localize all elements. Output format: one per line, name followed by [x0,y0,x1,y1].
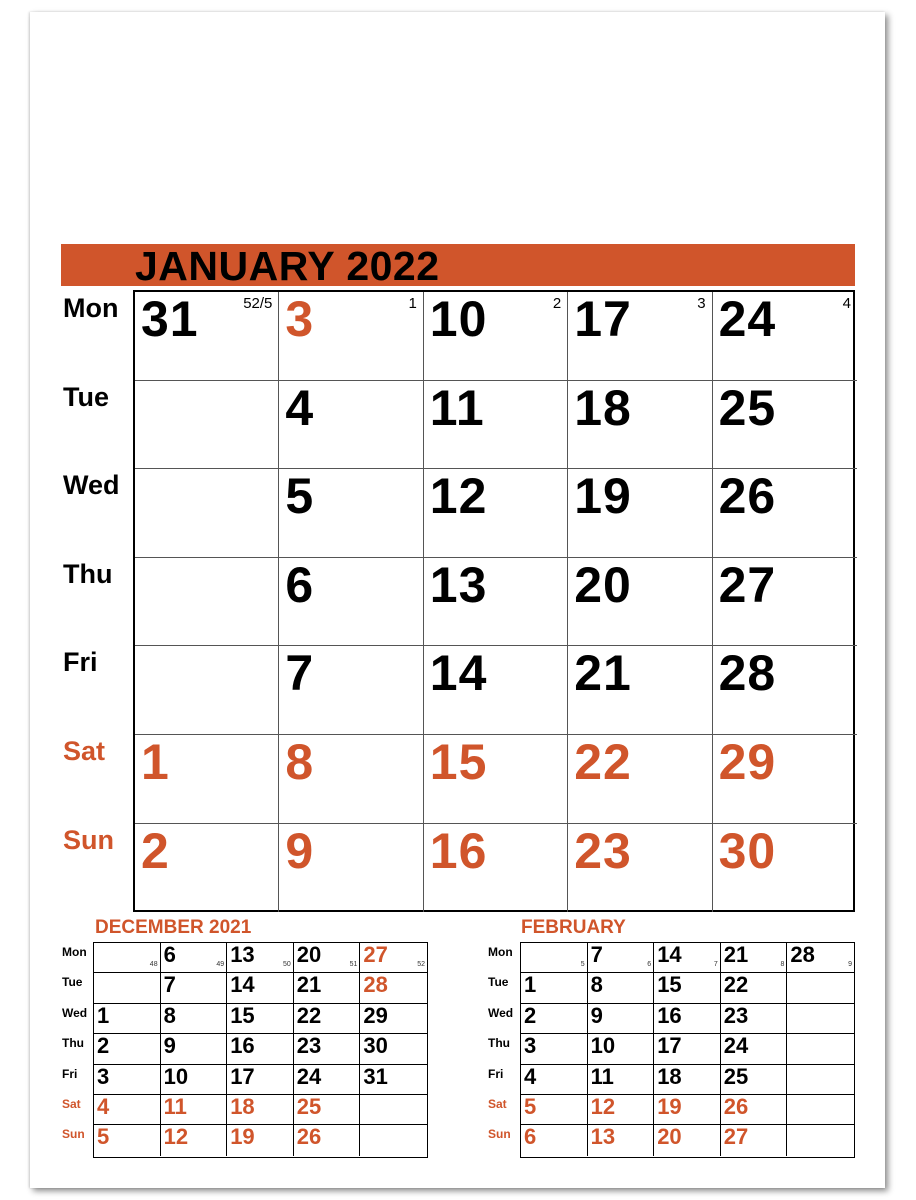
day-cell [424,646,568,735]
date-number: 8 [285,734,315,790]
mini-day-cell [721,1095,788,1125]
date-number: 5 [285,468,315,525]
day-cell [424,558,568,647]
mini-date-number: 21 [296,972,322,998]
date-number: 25 [718,379,777,436]
weekday-label: Sat [63,736,106,766]
date-number: 14 [429,645,488,702]
mini-date-number: 14 [230,972,255,998]
mini-day-cell [787,1034,854,1064]
date-number: 26 [718,468,777,525]
mini-date-number: 10 [163,1063,189,1089]
mini-day-cell [94,1065,161,1095]
mini-date-number: 2 [97,1033,110,1059]
week-number: 4 [842,295,851,312]
mini-day-cell [94,1125,161,1155]
mini-day-cell [227,1065,294,1095]
mini-day-cell [654,1065,721,1095]
mini-day-cell [588,1034,655,1064]
day-cell [279,824,423,913]
mini-date-number: 26 [296,1124,322,1150]
mini-date-number: 17 [230,1063,255,1089]
mini-date-number: 30 [363,1033,388,1059]
mini-day-cell [654,1125,721,1155]
mini-date-number: 8 [163,1002,176,1028]
mini-date-number: 15 [230,1002,255,1028]
date-number: 17 [574,291,632,347]
week-number: 52/5 [243,295,273,312]
mini-day-cell [360,1065,427,1095]
date-number: 15 [429,734,488,790]
mini-day-cell [94,943,161,973]
week-number: 1 [408,295,417,312]
date-number: 27 [718,556,777,613]
day-cell [568,558,712,647]
mini-day-cell [654,973,721,1003]
day-cell [713,646,857,735]
mini-day-cell [227,1095,294,1125]
mini-date-number: 10 [590,1033,616,1059]
mini-date-number: 18 [657,1063,682,1089]
date-number: 6 [285,556,315,613]
mini-date-number: 20 [657,1124,682,1150]
day-cell [713,558,857,647]
mini-date-number: 25 [723,1063,749,1089]
date-number: 7 [285,645,315,702]
mini-day-cell [94,973,161,1003]
mini-day-cell [94,1004,161,1034]
day-cell [135,735,279,824]
mini-weekday-label: Fri [488,1066,504,1081]
weekday-label: Wed [63,470,120,501]
mini-date-number: 2 [524,1002,537,1028]
day-cell [568,735,712,824]
mini-weekday-label: Sat [62,1097,81,1111]
prev-month-title: DECEMBER 2021 [95,917,252,938]
mini-day-cell [588,943,655,973]
mini-weekday-label: Thu [62,1036,84,1051]
mini-day-cell [360,1034,427,1064]
mini-date-number: 24 [723,1033,749,1059]
day-cell [713,735,857,824]
day-cell [713,381,857,470]
next-month-title: FEBRUARY [521,917,626,938]
mini-day-cell [294,973,361,1003]
next-month-grid [520,942,855,1158]
date-number: 31 [141,291,199,347]
month-grid [133,290,855,912]
mini-weekday-label: Thu [488,1036,510,1051]
mini-day-cell [654,1004,721,1034]
weekday-label: Mon [63,293,119,323]
mini-day-cell [787,1004,854,1034]
mini-day-cell [787,1065,854,1095]
mini-date-number: 29 [363,1002,388,1028]
mini-day-cell [161,1065,228,1095]
mini-date-number: 8 [590,972,603,998]
mini-date-number: 9 [163,1033,176,1059]
day-cell [424,292,568,381]
mini-weekday-label: Wed [488,1005,514,1020]
mini-day-cell [787,943,854,973]
day-cell [135,381,279,470]
mini-day-cell [294,1095,361,1125]
mini-week-number: 49 [216,961,225,968]
mini-date-number: 21 [723,942,749,967]
mini-date-number: 13 [230,942,255,967]
mini-day-cell [721,1034,788,1064]
day-cell [135,824,279,913]
mini-day-cell [721,1004,788,1034]
mini-day-cell [521,1095,588,1125]
day-cell [135,469,279,558]
day-cell [279,292,423,381]
mini-weekday-label: Sat [488,1097,507,1111]
mini-date-number: 7 [590,942,603,967]
mini-date-number: 22 [723,972,749,998]
date-number: 24 [718,291,777,347]
mini-day-cell [161,1004,228,1034]
day-cell [424,824,568,913]
mini-date-number: 11 [163,1094,187,1119]
mini-date-number: 1 [97,1002,110,1028]
weekday-label: Fri [63,647,98,678]
mini-date-number: 27 [723,1124,749,1150]
mini-date-number: 9 [590,1002,603,1028]
day-cell [713,824,857,913]
mini-day-cell [654,1095,721,1125]
day-cell [135,646,279,735]
date-number: 10 [429,291,488,347]
day-cell [568,292,712,381]
mini-date-number: 6 [524,1124,537,1150]
date-number: 30 [718,822,777,879]
day-cell [135,558,279,647]
mini-weekday-label: Tue [488,975,509,990]
mini-date-number: 3 [524,1033,537,1059]
day-cell [568,469,712,558]
mini-date-number: 23 [296,1033,322,1059]
mini-date-number: 3 [97,1063,110,1089]
date-number: 21 [574,645,632,702]
day-cell [568,381,712,470]
mini-day-cell [588,1125,655,1155]
day-cell [135,292,279,381]
mini-day-cell [94,1034,161,1064]
mini-date-number: 4 [524,1063,537,1089]
mini-week-number: 52 [417,961,425,968]
mini-day-cell [161,943,228,973]
day-cell [279,469,423,558]
mini-day-cell [161,973,228,1003]
day-cell [424,735,568,824]
mini-weekday-label: Mon [488,945,513,959]
mini-day-cell [588,1095,655,1125]
mini-date-number: 18 [230,1094,255,1119]
mini-day-cell [360,973,427,1003]
mini-date-number: 6 [163,942,176,967]
mini-date-number: 12 [590,1094,616,1119]
mini-date-number: 26 [723,1094,749,1119]
mini-weekday-label: Fri [62,1066,78,1081]
date-number: 20 [574,556,632,613]
mini-day-cell [588,1065,655,1095]
mini-date-number: 13 [590,1124,616,1150]
mini-date-number: 28 [790,942,815,967]
mini-day-cell [294,1004,361,1034]
mini-date-number: 16 [230,1033,255,1059]
day-cell [279,646,423,735]
mini-weekday-label: Sun [488,1127,511,1142]
mini-date-number: 25 [296,1094,322,1119]
mini-day-cell [161,1034,228,1064]
date-number: 11 [429,379,485,436]
mini-day-cell [521,1034,588,1064]
mini-day-cell [227,973,294,1003]
day-cell [424,469,568,558]
mini-day-cell [654,943,721,973]
mini-weekday-label: Tue [62,975,83,990]
date-number: 1 [141,734,170,790]
date-number: 16 [429,822,488,879]
date-number: 22 [574,734,632,790]
date-number: 13 [429,556,488,613]
mini-day-cell [227,1125,294,1155]
mini-day-cell [787,1095,854,1125]
day-cell [568,646,712,735]
mini-day-cell [94,1095,161,1125]
mini-date-number: 27 [363,942,388,967]
weekday-label: Thu [63,558,113,589]
date-number: 2 [141,822,170,879]
date-number: 19 [574,468,632,525]
mini-week-number: 7 [713,961,718,968]
mini-day-cell [654,1034,721,1064]
mini-date-number: 19 [657,1094,682,1119]
mini-day-cell [227,943,294,973]
day-cell [279,558,423,647]
mini-day-cell [521,1004,588,1034]
mini-weekday-label: Wed [62,1005,88,1020]
date-number: 3 [285,291,315,347]
day-cell [279,381,423,470]
mini-date-number: 31 [363,1063,388,1089]
mini-date-number: 1 [524,972,537,998]
mini-date-number: 19 [230,1124,255,1150]
week-number: 3 [697,295,706,312]
mini-date-number: 11 [590,1063,614,1089]
mini-date-number: 15 [657,972,682,998]
mini-day-cell [721,973,788,1003]
mini-date-number: 5 [524,1094,537,1119]
date-number: 12 [429,468,488,525]
mini-day-cell [787,973,854,1003]
mini-day-cell [294,1034,361,1064]
mini-week-number: 50 [282,961,291,968]
mini-week-number: 5 [580,961,585,968]
mini-day-cell [360,1125,427,1155]
mini-day-cell [227,1004,294,1034]
mini-weekday-label: Mon [62,945,87,959]
mini-date-number: 5 [97,1124,110,1150]
mini-date-number: 28 [363,972,388,998]
mini-day-cell [294,1065,361,1095]
month-title: JANUARY 2022 [135,243,440,289]
mini-day-cell [294,1125,361,1155]
mini-day-cell [721,1065,788,1095]
mini-weekday-label: Sun [62,1127,85,1142]
date-number: 18 [574,379,632,436]
date-number: 23 [574,822,632,879]
mini-date-number: 4 [97,1094,110,1119]
mini-week-number: 9 [848,961,852,968]
mini-day-cell [721,943,788,973]
day-cell [279,735,423,824]
mini-date-number: 20 [296,942,322,967]
weekday-label: Sun [63,824,114,855]
day-cell [713,292,857,381]
mini-day-cell [360,1095,427,1125]
mini-week-number: 6 [647,961,652,968]
day-cell [568,824,712,913]
date-number: 28 [718,645,777,702]
mini-day-cell [360,943,427,973]
mini-day-cell [227,1034,294,1064]
mini-week-number: 8 [780,961,785,968]
day-cell [713,469,857,558]
week-number: 2 [552,295,562,312]
mini-day-cell [721,1125,788,1155]
mini-day-cell [787,1125,854,1155]
mini-day-cell [521,973,588,1003]
mini-date-number: 7 [163,972,176,998]
mini-week-number: 48 [149,961,158,968]
mini-day-cell [521,943,588,973]
prev-month-grid [93,942,428,1158]
mini-date-number: 23 [723,1002,749,1028]
mini-day-cell [294,943,361,973]
date-number: 9 [285,822,315,879]
mini-day-cell [521,1125,588,1155]
mini-date-number: 12 [163,1124,189,1150]
mini-date-number: 24 [296,1063,322,1089]
day-cell [424,381,568,470]
mini-week-number: 51 [349,961,358,968]
mini-date-number: 16 [657,1002,682,1028]
mini-day-cell [161,1095,228,1125]
date-number: 4 [285,379,315,436]
mini-day-cell [588,1004,655,1034]
weekday-label: Tue [63,381,109,412]
mini-date-number: 22 [296,1002,322,1028]
date-number: 29 [718,734,777,790]
mini-date-number: 17 [657,1033,682,1059]
mini-day-cell [521,1065,588,1095]
mini-day-cell [588,973,655,1003]
mini-day-cell [360,1004,427,1034]
mini-date-number: 14 [657,942,682,967]
mini-day-cell [161,1125,228,1155]
